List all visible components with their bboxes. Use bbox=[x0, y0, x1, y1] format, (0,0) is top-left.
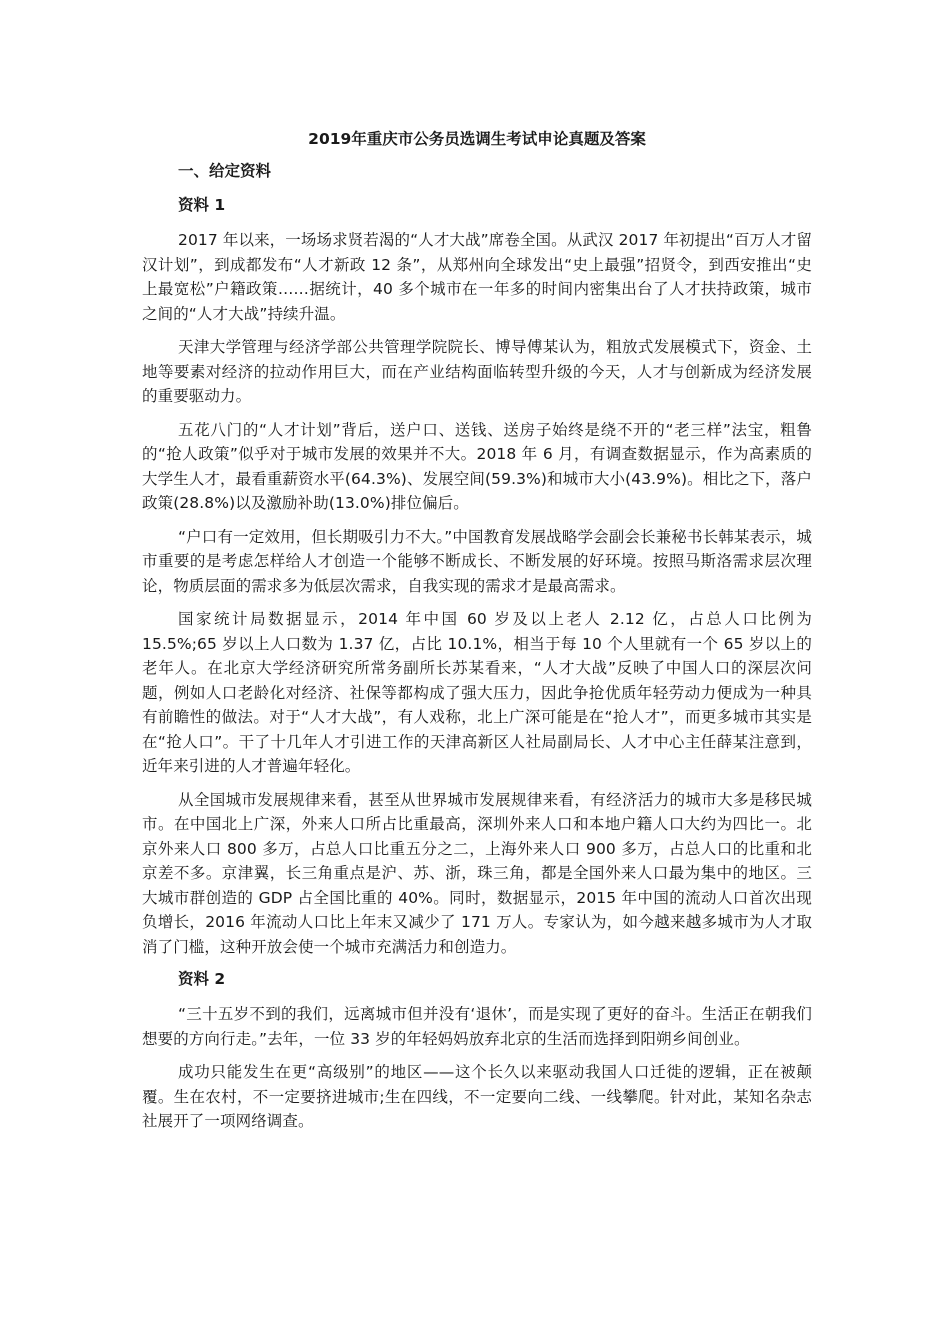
material-1-paragraph: 五花八门的“人才计划”背后，送户口、送钱、送房子始终是绕不开的“老三样”法宝，粗鲁的“抢人政策”似乎对于城市发展的效果并不大。2018 年 6 月，有调查数据显示，作为高素质的大学生人才，最看重薪资水平(64.3%)、发展空间(59.3%)和城市大小(43.9%)。相比之下，落户政策(28.8%)以及激励补助(13.0%)排位偏后。 bbox=[142, 420, 812, 512]
material-1-paragraph: 国家统计局数据显示，2014 年中国 60 岁及以上老人 2.12 亿，占总人口比例为 15.5%;65 岁以上人口数为 1.37 亿，占比 10.1%，相当于每 10 个人里就有一个 65 岁以上的老年人。在北京大学经济研究所常务副所长苏某看来，“人才大战”反映了中国人口的深层次问题，例如人口老龄化对经济、社保等都构成了强大压力，因此争抢优质年轻劳动力便成为一种具有前瞻性的做法。对于“人才大战”，有人戏称，北上广深可能是在“抢人才”，而更多城市其实是在“抢人口”。干了十几年人才引进工作的天津高新区人社局副局长、人才中心主任薛某注意到，近年来引进的人才普遍年轻化。 bbox=[142, 610, 812, 775]
material-2-paragraph: 成功只能发生在更“高级别”的地区——这个长久以来驱动我国人口迁徙的逻辑，正在被颠覆。生在农村，不一定要挤进城市;生在四线，不一定要向二线、一线攀爬。针对此，某知名杂志社展开了一项网络调查。 bbox=[142, 1063, 812, 1130]
document-page bbox=[142, 128, 812, 1143]
material-1-paragraph: 从全国城市发展规律来看，甚至从世界城市发展规律来看，有经济活力的城市大多是移民城市。在中国北上广深，外来人口所占比重最高，深圳外来人口和本地户籍人口大约为四比一。北京外来人口 800 多万，占总人口比重五分之二，上海外来人口 900 多万，占总人口的比重和北京差不多。京津翼，长三角重点是沪、苏、浙，珠三角，都是全国外来人口最为集中的地区。三大城市群创造的 GDP 占全国比重的 40%。同时，数据显示，2015 年中国的流动人口首次出现负增长，2016 年流动人口比上年末又减少了 171 万人。专家认为，如今越来越多城市为人才取消了门槛，这种开放会使一个城市充满活力和创造力。 bbox=[142, 790, 812, 956]
material-1-paragraph: 2017 年以来，一场场求贤若渴的“人才大战”席卷全国。从武汉 2017 年初提出“百万人才留汉计划”，到成都发布“人才新政 12 条”，从郑州向全球发出“史上最强”招贤令，到西安推出“史上最宽松”户籍政策……据统计，40 多个城市在一年多的时间内密集出台了人才扶持政策，城市之间的“人才大战”持续升温。 bbox=[142, 231, 812, 323]
material-2-paragraph: “三十五岁不到的我们，远离城市但并没有‘退休’，而是实现了更好的奋斗。生活正在朝我们想要的方向行走。”去年，一位 33 岁的年轻妈妈放弃北京的生活而选择到阳朔乡间创业。 bbox=[142, 1005, 812, 1048]
document-title: 2019年重庆市公务员选调生考试申论真题及答案 bbox=[308, 130, 646, 148]
material-1-heading: 资料 1 bbox=[178, 196, 226, 214]
material-1-paragraph: 天津大学管理与经济学部公共管理学院院长、博导傅某认为，粗放式发展模式下，资金、土地等要素对经济的拉动作用巨大，而在产业结构面临转型升级的今天，人才与创新成为经济发展的重要驱动力。 bbox=[142, 338, 812, 405]
material-1-paragraph: “户口有一定效用，但长期吸引力不大。”中国教育发展战略学会副会长兼秘书长韩某表示，城市重要的是考虑怎样给人才创造一个能够不断成长、不断发展的好环境。按照马斯洛需求层次理论，物质层面的需求多为低层次需求，自我实现的需求才是最高需求。 bbox=[142, 527, 812, 595]
section-heading-given-materials: 一、给定资料 bbox=[178, 162, 272, 180]
material-2-heading: 资料 2 bbox=[178, 970, 226, 988]
